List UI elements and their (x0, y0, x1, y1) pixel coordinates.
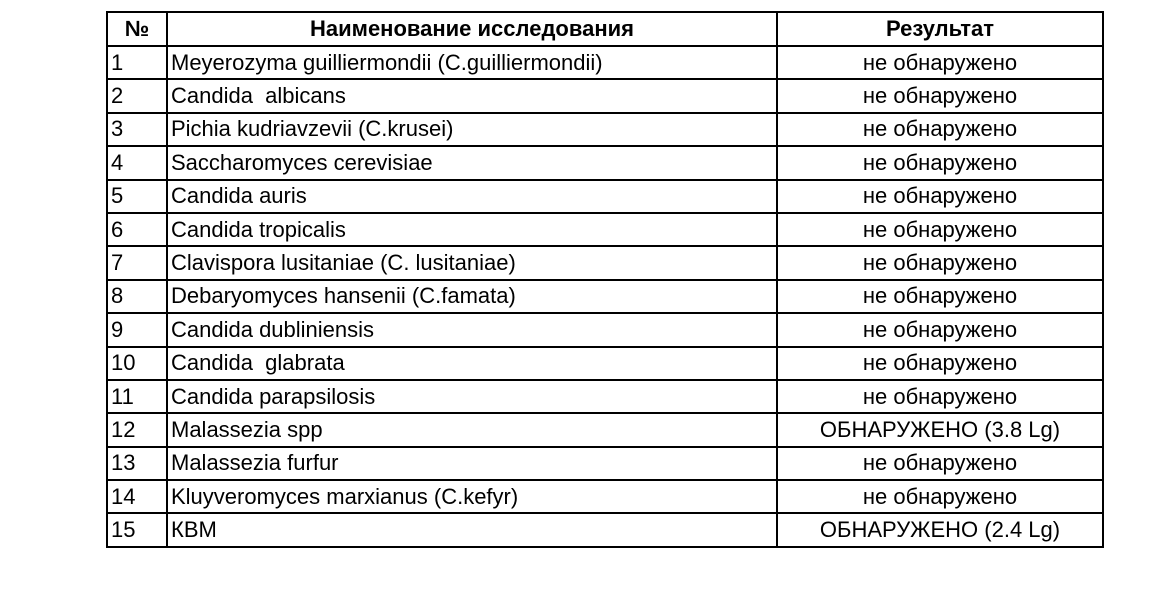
row-result: не обнаружено (777, 79, 1103, 112)
row-result: не обнаружено (777, 347, 1103, 380)
table-row (107, 79, 1103, 112)
row-number: 12 (107, 413, 167, 446)
row-test-name: Clavispora lusitaniae (C. lusitaniae) (167, 246, 777, 279)
row-number: 9 (107, 313, 167, 346)
row-result: ОБНАРУЖЕНО (2.4 Lg) (777, 513, 1103, 546)
row-test-name: Candida glabrata (167, 347, 777, 380)
table-header-row (107, 12, 1103, 46)
row-result: не обнаружено (777, 447, 1103, 480)
row-result: не обнаружено (777, 246, 1103, 279)
results-document (106, 11, 1104, 548)
row-test-name: Malassezia spp (167, 413, 777, 446)
row-result: ОБНАРУЖЕНО (3.8 Lg) (777, 413, 1103, 446)
header-test-name: Наименование исследования (167, 12, 777, 46)
row-test-name: Meyerozyma guilliermondii (C.guilliermondii) (167, 46, 777, 79)
results-table (106, 11, 1104, 548)
row-result: не обнаружено (777, 380, 1103, 413)
row-number: 4 (107, 146, 167, 179)
table-row (107, 413, 1103, 446)
row-number: 7 (107, 246, 167, 279)
row-test-name: Candida auris (167, 180, 777, 213)
row-number: 8 (107, 280, 167, 313)
row-test-name: Candida albicans (167, 79, 777, 112)
row-test-name: Candida tropicalis (167, 213, 777, 246)
row-number: 13 (107, 447, 167, 480)
row-number: 1 (107, 46, 167, 79)
table-row (107, 46, 1103, 79)
row-result: не обнаружено (777, 213, 1103, 246)
row-result: не обнаружено (777, 146, 1103, 179)
row-result: не обнаружено (777, 113, 1103, 146)
row-test-name: Malassezia furfur (167, 447, 777, 480)
table-row (107, 313, 1103, 346)
header-number: № (107, 12, 167, 46)
header-result: Результат (777, 12, 1103, 46)
row-number: 15 (107, 513, 167, 546)
row-number: 10 (107, 347, 167, 380)
row-test-name: Debaryomyces hansenii (C.famata) (167, 280, 777, 313)
table-row (107, 180, 1103, 213)
table-row (107, 380, 1103, 413)
row-number: 3 (107, 113, 167, 146)
table-row (107, 246, 1103, 279)
row-result: не обнаружено (777, 46, 1103, 79)
table-row (107, 347, 1103, 380)
row-test-name: Kluyveromyces marxianus (C.kefyr) (167, 480, 777, 513)
row-number: 5 (107, 180, 167, 213)
row-test-name: КВМ (167, 513, 777, 546)
row-number: 14 (107, 480, 167, 513)
table-row (107, 280, 1103, 313)
table-row (107, 447, 1103, 480)
row-result: не обнаружено (777, 313, 1103, 346)
table-row (107, 480, 1103, 513)
table-row (107, 213, 1103, 246)
row-number: 6 (107, 213, 167, 246)
row-test-name: Candida parapsilosis (167, 380, 777, 413)
row-result: не обнаружено (777, 480, 1103, 513)
table-row (107, 513, 1103, 546)
row-test-name: Pichia kudriavzevii (C.krusei) (167, 113, 777, 146)
row-test-name: Saccharomyces cerevisiae (167, 146, 777, 179)
row-number: 11 (107, 380, 167, 413)
row-result: не обнаружено (777, 180, 1103, 213)
row-number: 2 (107, 79, 167, 112)
row-result: не обнаружено (777, 280, 1103, 313)
table-row (107, 146, 1103, 179)
row-test-name: Candida dubliniensis (167, 313, 777, 346)
table-row (107, 113, 1103, 146)
